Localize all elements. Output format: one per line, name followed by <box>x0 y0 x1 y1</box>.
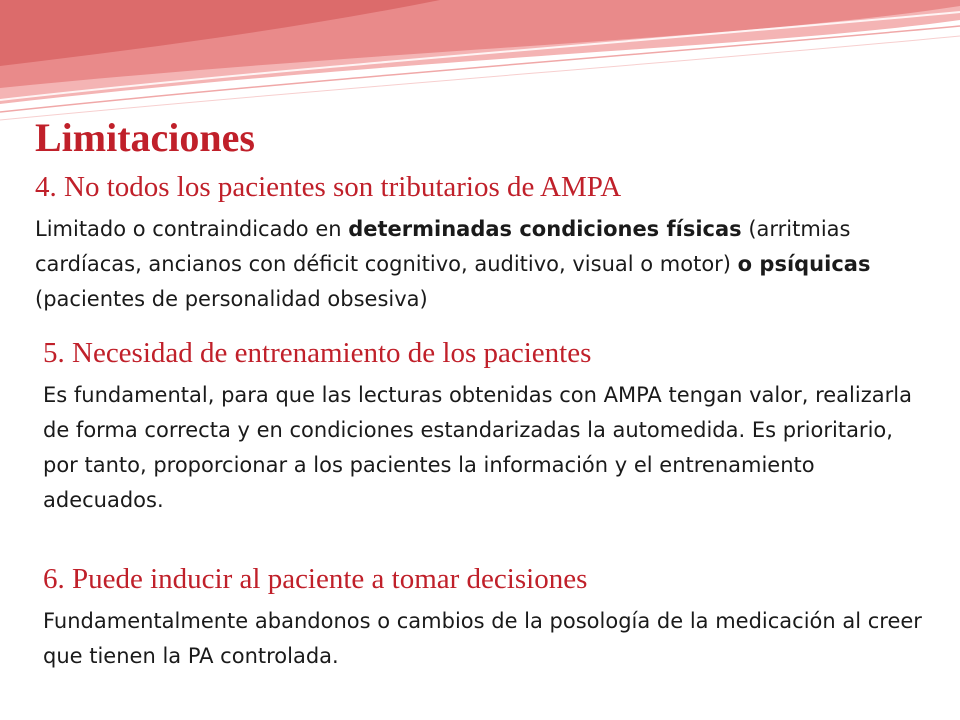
section-4-bold-physical: determinadas condiciones físicas <box>348 217 742 241</box>
slide-title: Limitaciones <box>35 115 255 160</box>
section-4-text <box>35 212 935 317</box>
section-4-text-part-1: Limitado o contraindicado en <box>35 217 349 241</box>
header-wave-decoration <box>0 0 960 130</box>
section-4-bold-psychic: o psíquicas <box>737 252 871 276</box>
section-6-heading: 6. Puede inducir al paciente a tomar decisiones <box>43 563 588 595</box>
section-6-text: Fundamentalmente abandonos o cambios de la posología de la medicación al creer que tienen la PA controlada. <box>43 609 922 668</box>
section-5-heading: 5. Necesidad de entrenamiento de los pacientes <box>43 337 592 369</box>
section-4-text-part-2: (arritmias cardíacas, ancianos con déficit cognitivo, auditivo, visual o motor) <box>35 217 851 276</box>
section-4-heading: 4. No todos los pacientes son tributarios de AMPA <box>35 171 622 203</box>
section-5-text: Es fundamental, para que las lecturas obtenidas con AMPA tengan valor, realizarla de forma correcta y en condiciones estandarizadas la automedida. Es prioritario, por tanto, proporcionar a los pacientes la información y el entrenamiento adecuados. <box>43 383 912 512</box>
section-4-text-part-3: (pacientes de personalidad obsesiva) <box>35 287 428 311</box>
